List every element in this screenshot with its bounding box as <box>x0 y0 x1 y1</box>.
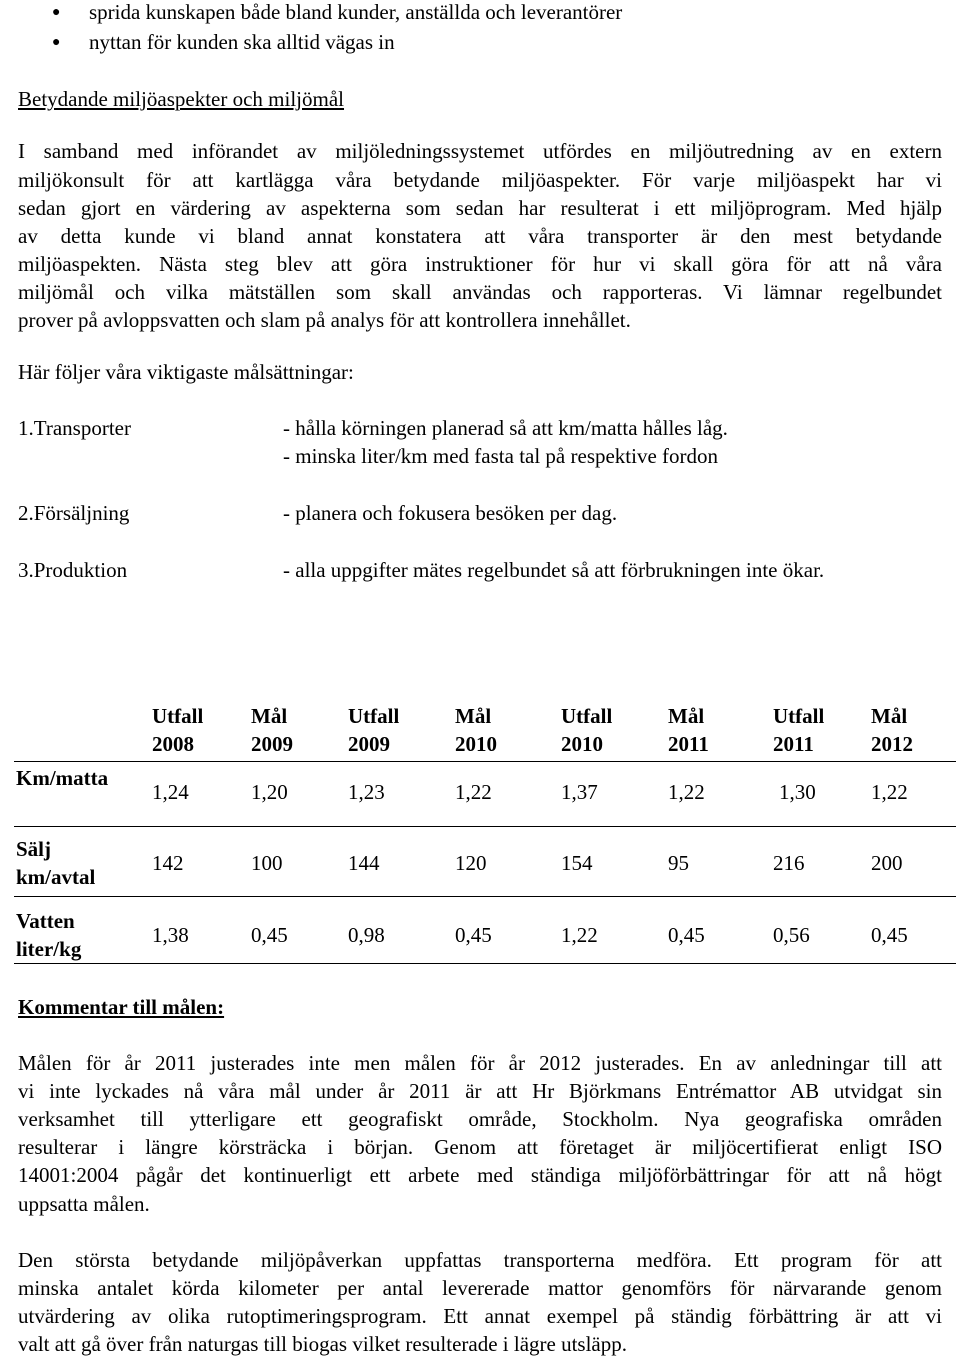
table-cell: 0,56 <box>773 923 810 947</box>
table-cell: 1,23 <box>348 780 385 804</box>
paragraph-line: valt att gå över från naturgas till biogas vilket resulterade i lägre utsläpp. <box>18 1332 627 1356</box>
header-line: 2009 <box>348 732 390 756</box>
table-cell: 1,22 <box>871 780 908 804</box>
table-header <box>668 702 709 758</box>
table-cell: 154 <box>561 851 593 875</box>
paragraph-line: utvärdering av olika rutoptimeringsprogram. Ett annat exempel på ständig förbättring är att vi <box>18 1304 942 1328</box>
header-line: Mål <box>871 704 908 728</box>
header-line: Mål <box>455 704 492 728</box>
table-cell: 1,24 <box>152 780 189 804</box>
header-line: Utfall <box>561 704 613 728</box>
table-header <box>348 702 399 758</box>
table-cell: 1,38 <box>152 923 189 947</box>
table-cell: 120 <box>455 851 487 875</box>
goal-item: - planera och fokusera besöken per dag. <box>283 501 618 525</box>
paragraph-line: miljömål och vilka mätställen som skall användas och rapporteras. Vi lämnar regelbundet <box>18 280 942 304</box>
header-line: 2009 <box>251 732 293 756</box>
table-cell: 0,45 <box>251 923 288 947</box>
paragraph-line: prover på avloppsvatten och slam på analys för att kontrollera innehållet. <box>18 308 631 332</box>
row-label-line: liter/kg <box>16 937 82 961</box>
table-cell: 142 <box>152 851 184 875</box>
bullet-marker: ● <box>52 5 61 20</box>
header-line: Utfall <box>773 704 825 728</box>
paragraph-line: miljökonsult för att kartlägga våra betydande miljöaspekter. För varje miljöaspekt har vi <box>18 168 942 192</box>
goal-item: - minska liter/km med fasta tal på respektive fordon <box>283 444 719 468</box>
header-line: 2011 <box>773 732 814 756</box>
table-cell: 216 <box>773 851 805 875</box>
table-cell: 0,98 <box>348 923 385 947</box>
paragraph-line: Den största betydande miljöpåverkan uppfattas transporterna medföra. Ett program för att <box>18 1248 942 1272</box>
goal-item: - alla uppgifter mätes regelbundet så att förbrukningen inte ökar. <box>283 558 825 582</box>
table-cell: 0,45 <box>871 923 908 947</box>
table-header <box>871 702 913 758</box>
bullet-item: sprida kunskapen både bland kunder, anställda och leverantörer <box>89 0 623 24</box>
header-line: Mål <box>668 704 705 728</box>
table-rule <box>14 896 956 897</box>
header-line: Mål <box>251 704 288 728</box>
table-rule <box>14 761 956 762</box>
paragraph-line: sedan gjort en värdering av aspekterna som sedan har resulterat i ett miljöprogram. Med hjälp <box>18 196 942 220</box>
bullet-marker: ● <box>52 35 61 50</box>
row-label <box>16 764 108 792</box>
table-cell: 1,22 <box>455 780 492 804</box>
row-label-line: Km/matta <box>16 766 109 790</box>
paragraph-line: Målen för år 2011 justerades inte men målen för år 2012 justerades. En av anledningar till att <box>18 1051 942 1075</box>
table-cell: 1,20 <box>251 780 288 804</box>
paragraph-line: 14001:2004 pågår det kontinuerligt ett arbete med ständiga miljöförbättringar för att nå högt <box>18 1163 942 1187</box>
table-cell: 200 <box>871 851 903 875</box>
header-line: Utfall <box>348 704 400 728</box>
table-cell: 0,45 <box>455 923 492 947</box>
table-rule <box>14 826 956 827</box>
goal-label: 3.Produktion <box>18 558 128 582</box>
table-header <box>561 702 612 758</box>
paragraph-line: miljöaspekten. Nästa steg blev att göra instruktioner för hur vi skall göra för att nå våra <box>18 252 942 276</box>
header-line: 2008 <box>152 732 194 756</box>
section-heading: Betydande miljöaspekter och miljömål <box>18 87 345 111</box>
table-cell: 1,22 <box>561 923 598 947</box>
header-line: 2012 <box>871 732 913 756</box>
header-line: 2011 <box>668 732 709 756</box>
paragraph-line: I samband med införandet av miljöledningssystemet utfördes en miljöutredning av en extern <box>18 139 942 163</box>
paragraph-line: vi inte lyckades nå våra mål under år 2011 är att Hr Björkmans Entrémattor AB utvidgat sin <box>18 1079 942 1103</box>
paragraph-line: verksamhet till ytterligare ett geografiskt område, Stockholm. Nya geografiska områden <box>18 1107 942 1131</box>
goals-intro: Här följer våra viktigaste målsättningar: <box>18 360 354 384</box>
table-cell: 95 <box>668 851 689 875</box>
header-line: Utfall <box>152 704 204 728</box>
paragraph-line: uppsatta målen. <box>18 1192 150 1216</box>
table-cell: 100 <box>251 851 283 875</box>
table-cell: 1,37 <box>561 780 598 804</box>
table-header <box>455 702 497 758</box>
paragraph-line: resulterar i längre körsträcka i början. Genom att företaget är miljöcertifierat enligt ISO <box>18 1135 942 1159</box>
header-line: 2010 <box>455 732 497 756</box>
header-line: 2010 <box>561 732 603 756</box>
table-header <box>773 702 824 758</box>
row-label <box>16 907 81 963</box>
table-header <box>251 702 293 758</box>
goal-label: 2.Försäljning <box>18 501 130 525</box>
paragraph-line: minska antalet körda kilometer per antal levererade mattor genomförs för närvarande genom <box>18 1276 942 1300</box>
table-cell: 1,22 <box>668 780 705 804</box>
bullet-item: nyttan för kunden ska alltid vägas in <box>89 30 395 54</box>
row-label <box>16 835 95 891</box>
paragraph-line: av detta kunde vi bland annat konstatera att våra transporter är den mest betydande <box>18 224 942 248</box>
table-cell: 0,45 <box>668 923 705 947</box>
table-cell: 144 <box>348 851 380 875</box>
goal-label: 1.Transporter <box>18 416 131 440</box>
table-header <box>152 702 203 758</box>
comment-heading: Kommentar till målen: <box>18 995 225 1019</box>
row-label-line: km/avtal <box>16 865 96 889</box>
table-cell: 1,30 <box>779 780 816 804</box>
row-label-line: Sälj <box>16 837 52 861</box>
goal-item: - hålla körningen planerad så att km/matta hålles låg. <box>283 416 728 440</box>
row-label-line: Vatten <box>16 909 75 933</box>
table-rule <box>14 963 956 964</box>
